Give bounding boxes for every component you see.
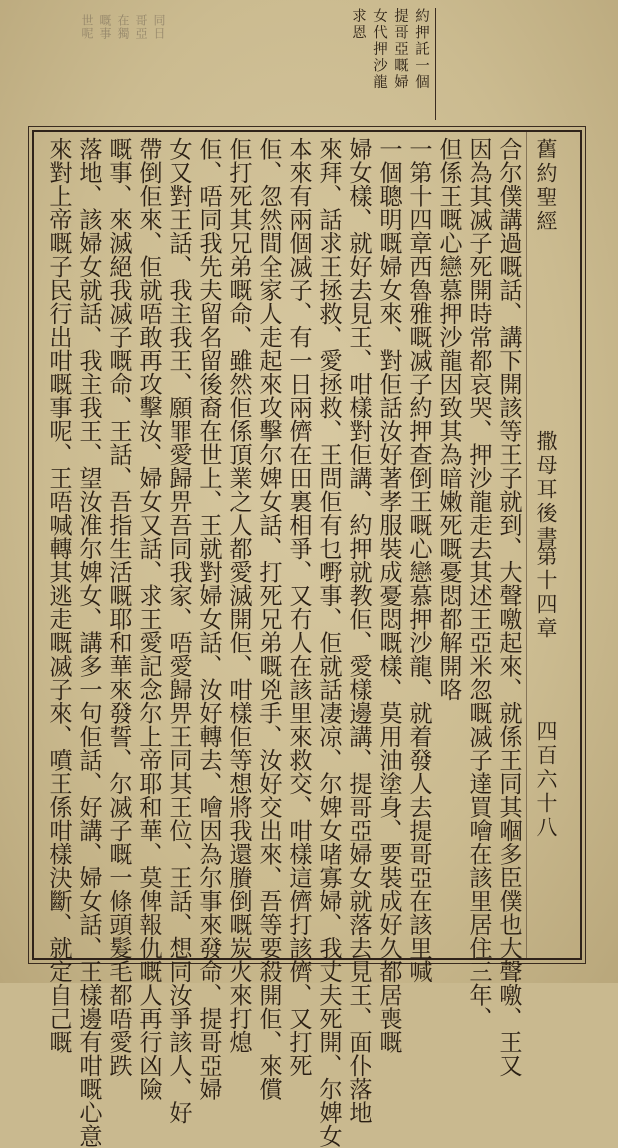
page-number: 四百六十八 [534, 720, 558, 840]
header-divider [526, 132, 527, 958]
text-column: 帶倒佢來、佢就唔敢再攻擊汝、婦女又話、求王愛記念尔上帝耶和華、莫俾報仇嘅人再行凶險 [135, 137, 162, 1101]
headnote-line: 提哥亞嘅婦 [392, 8, 408, 91]
headnote-line: 求恩 [350, 8, 366, 41]
text-column: 婦女樣、就好去見王、咁樣對佢講、約押就教佢、愛樣邊講、提哥亞婦女就落去見王、面仆落地 [345, 137, 372, 1124]
headnote-line: 女代押沙龍 [371, 8, 387, 91]
chapter-label: 第十四章 [534, 545, 558, 641]
headnote-faint [80, 14, 166, 114]
headnote-faint-line: 在獨 [116, 14, 130, 40]
headnote-faint-line: 哥亞 [134, 14, 148, 40]
text-column: 一個聰明嘅婦女來、對佢話汝好著孝服裝成憂悶嘅樣、莫用油塗身、要裝成好久都居喪嘅 [375, 137, 402, 1054]
text-column: 嘅事、來滅絕我㓕子嘅命、王話、吾指生活嘅耶和華來發誓、尔㓕子嘅一條頭髮毛都唔愛跌 [105, 137, 132, 1077]
text-column: 來對上帝嘅子民行出咁嘅事呢、王唔喊轉其逃走嘅㓕子來、噴王係咁樣決斷、就定自己嘅 [45, 137, 72, 1054]
text-column: 因為其㓕子死開時常都哀哭、押沙龍走去其述王亞米忽嘅㓕子達買噲在該里居住三年、 [465, 137, 492, 1030]
text-column: 佢、忽然間全家人走起來攻擊尔婢女話、打死兄弟嘅兇手、汝好交出來、吾等要殺開佢、來償 [255, 137, 282, 1101]
text-column: 女又對王話、我主我王、願罪愛歸畀吾同我家、唔愛歸畀王同其王位、王話、想同汝爭該人、好 [165, 137, 192, 1124]
headnote-faint-line: 世呢 [80, 14, 94, 40]
text-column: 一第十四章西魯雅嘅㓕子約押查倒王嘅心戀慕押沙龍、就着發人去提哥亞在該里喊 [405, 137, 432, 983]
book-title: 舊約聖經 [534, 138, 558, 234]
headnote [348, 8, 439, 120]
text-column: 落地、該婦女就話、我主我王、望汝准尔婢女、講多一句佢話、好講、婦女話、王樣邊有咁嘅心意 [75, 137, 102, 1148]
headnote-rule [435, 8, 436, 120]
text-column: 合尔僕講過嘅話、講下開該等王子就到、大聲噭起來、就係王同其嗰多臣僕也大聲噭、王又 [495, 137, 522, 1077]
headnote-line: 約押託一個 [413, 8, 429, 91]
book-name: 撒母耳後書 [534, 430, 558, 550]
text-column: 佢、唔同我先夫留名留後裔在世上、王就對婦女話、汝好轉去、噲因為尔事來發命、提哥亞婦 [195, 137, 222, 1101]
text-column: 來拜、話求王拯救、愛拯救、王問佢有乜嘢事、佢就話凄凉、尔婢女啫寡婦、我丈夫死開、尔婢女 [315, 137, 342, 1148]
headnote-faint-line: 同日 [152, 14, 166, 40]
text-column: 佢打死其兄弟嘅命、雖然佢係頂業之人都愛滅開佢、咁樣佢等想將我還賸倒嘅炭火來打熄 [225, 137, 252, 1054]
text-column: 本來有兩個㓕子、有一日兩儕在田裏相爭、又冇人在該里來救交、咁樣這儕打該儕、又打死 [285, 137, 312, 1077]
headnote-faint-line: 嘅事 [98, 14, 112, 40]
text-column: 但係王嘅心戀慕押沙龍因致其為暗嫩死嘅憂悶都解開咯 [435, 137, 462, 701]
